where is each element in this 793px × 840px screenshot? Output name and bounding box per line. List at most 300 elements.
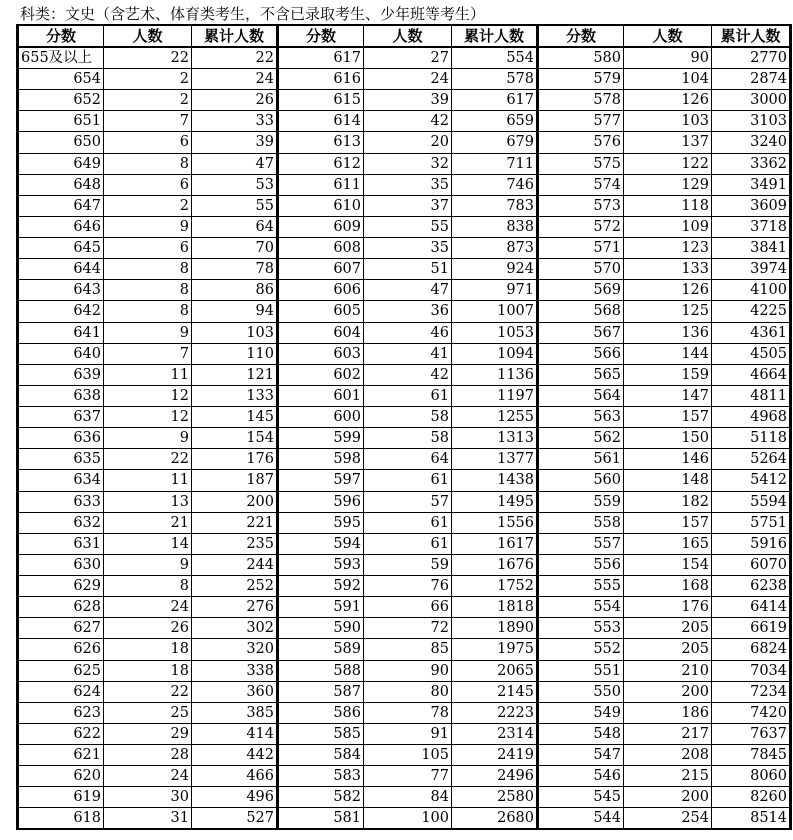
column-header-score: 分数 (538, 25, 624, 47)
cumulative-cell: 64 (192, 216, 278, 237)
count-cell: 7 (104, 111, 192, 132)
cumulative-cell: 33 (192, 111, 278, 132)
score-cell: 590 (278, 618, 364, 639)
score-cell: 598 (278, 449, 364, 470)
count-cell: 72 (364, 618, 452, 639)
score-cell: 567 (538, 322, 624, 343)
table-row (18, 554, 791, 575)
table-row (18, 132, 791, 153)
cumulative-cell: 1890 (452, 618, 538, 639)
count-cell: 90 (624, 47, 712, 69)
cumulative-cell: 154 (192, 428, 278, 449)
cumulative-cell: 1136 (452, 364, 538, 385)
cumulative-cell: 276 (192, 597, 278, 618)
count-cell: 35 (364, 174, 452, 195)
table-row (18, 69, 791, 90)
count-cell: 39 (364, 90, 452, 111)
score-distribution-table (16, 24, 792, 830)
cumulative-cell: 1197 (452, 385, 538, 406)
count-cell: 47 (364, 280, 452, 301)
count-cell: 80 (364, 681, 452, 702)
score-cell: 609 (278, 216, 364, 237)
cumulative-cell: 3718 (712, 216, 791, 237)
score-cell: 647 (18, 195, 104, 216)
table-row (18, 238, 791, 259)
cumulative-cell: 3240 (712, 132, 791, 153)
count-cell: 24 (364, 69, 452, 90)
score-cell: 636 (18, 428, 104, 449)
count-cell: 37 (364, 195, 452, 216)
score-cell: 611 (278, 174, 364, 195)
cumulative-cell: 302 (192, 618, 278, 639)
count-cell: 61 (364, 470, 452, 491)
cumulative-cell: 103 (192, 322, 278, 343)
cumulative-cell: 466 (192, 766, 278, 787)
score-cell: 555 (538, 576, 624, 597)
cumulative-cell: 145 (192, 407, 278, 428)
cumulative-cell: 838 (452, 216, 538, 237)
count-cell: 2 (104, 195, 192, 216)
count-cell: 12 (104, 385, 192, 406)
table-caption: 科类：文史（含艺术、体育类考生，不含已录取考生、少年班等考生） (20, 5, 486, 23)
cumulative-cell: 554 (452, 47, 538, 69)
score-cell: 631 (18, 533, 104, 554)
count-cell: 8 (104, 280, 192, 301)
count-cell: 25 (104, 702, 192, 723)
cumulative-cell: 176 (192, 449, 278, 470)
table-row (18, 90, 791, 111)
cumulative-cell: 2680 (452, 808, 538, 830)
score-cell: 632 (18, 512, 104, 533)
score-cell: 642 (18, 301, 104, 322)
cumulative-cell: 1438 (452, 470, 538, 491)
cumulative-cell: 873 (452, 238, 538, 259)
cumulative-cell: 2314 (452, 723, 538, 744)
count-cell: 57 (364, 491, 452, 512)
cumulative-cell: 679 (452, 132, 538, 153)
score-cell: 579 (538, 69, 624, 90)
count-cell: 18 (104, 639, 192, 660)
table-row (18, 449, 791, 470)
cumulative-cell: 55 (192, 195, 278, 216)
count-cell: 208 (624, 745, 712, 766)
cumulative-cell: 110 (192, 343, 278, 364)
cumulative-cell: 78 (192, 259, 278, 280)
column-header-count: 人数 (104, 25, 192, 47)
count-cell: 136 (624, 322, 712, 343)
score-cell: 623 (18, 702, 104, 723)
count-cell: 144 (624, 343, 712, 364)
count-cell: 20 (364, 132, 452, 153)
cumulative-cell: 7845 (712, 745, 791, 766)
score-cell: 617 (278, 47, 364, 69)
count-cell: 24 (104, 766, 192, 787)
cumulative-cell: 221 (192, 512, 278, 533)
score-cell: 556 (538, 554, 624, 575)
score-cell: 548 (538, 723, 624, 744)
table-row (18, 216, 791, 237)
table-row (18, 681, 791, 702)
count-cell: 217 (624, 723, 712, 744)
cumulative-cell: 578 (452, 69, 538, 90)
column-header-count: 人数 (364, 25, 452, 47)
score-cell: 602 (278, 364, 364, 385)
score-cell: 582 (278, 787, 364, 808)
score-cell: 646 (18, 216, 104, 237)
score-cell: 650 (18, 132, 104, 153)
cumulative-cell: 8260 (712, 787, 791, 808)
count-cell: 61 (364, 385, 452, 406)
count-cell: 31 (104, 808, 192, 830)
count-cell: 12 (104, 407, 192, 428)
count-cell: 6 (104, 132, 192, 153)
score-cell: 561 (538, 449, 624, 470)
score-cell: 608 (278, 238, 364, 259)
cumulative-cell: 53 (192, 174, 278, 195)
score-cell: 563 (538, 407, 624, 428)
table-row (18, 787, 791, 808)
score-cell: 574 (538, 174, 624, 195)
cumulative-cell: 252 (192, 576, 278, 597)
count-cell: 46 (364, 322, 452, 343)
count-cell: 159 (624, 364, 712, 385)
score-cell: 629 (18, 576, 104, 597)
cumulative-cell: 5118 (712, 428, 791, 449)
score-cell: 586 (278, 702, 364, 723)
cumulative-cell: 1818 (452, 597, 538, 618)
score-cell: 606 (278, 280, 364, 301)
score-cell: 599 (278, 428, 364, 449)
count-cell: 30 (104, 787, 192, 808)
count-cell: 210 (624, 660, 712, 681)
cumulative-cell: 94 (192, 301, 278, 322)
cumulative-cell: 1094 (452, 343, 538, 364)
cumulative-cell: 5594 (712, 491, 791, 512)
count-cell: 27 (364, 47, 452, 69)
score-cell: 597 (278, 470, 364, 491)
cumulative-cell: 2496 (452, 766, 538, 787)
count-cell: 103 (624, 111, 712, 132)
count-cell: 205 (624, 639, 712, 660)
cumulative-cell: 86 (192, 280, 278, 301)
score-cell: 564 (538, 385, 624, 406)
score-cell: 594 (278, 533, 364, 554)
score-cell: 621 (18, 745, 104, 766)
table-row (18, 259, 791, 280)
score-cell: 558 (538, 512, 624, 533)
count-cell: 100 (364, 808, 452, 830)
score-cell: 635 (18, 449, 104, 470)
cumulative-cell: 4505 (712, 343, 791, 364)
score-cell: 596 (278, 491, 364, 512)
count-cell: 2 (104, 69, 192, 90)
count-cell: 90 (364, 660, 452, 681)
score-cell: 620 (18, 766, 104, 787)
count-cell: 18 (104, 660, 192, 681)
cumulative-cell: 6619 (712, 618, 791, 639)
cumulative-cell: 2770 (712, 47, 791, 69)
column-header-cumulative: 累计人数 (452, 25, 538, 47)
cumulative-cell: 7234 (712, 681, 791, 702)
table-row (18, 174, 791, 195)
score-cell: 562 (538, 428, 624, 449)
score-cell: 576 (538, 132, 624, 153)
count-cell: 28 (104, 745, 192, 766)
score-cell: 603 (278, 343, 364, 364)
count-cell: 126 (624, 90, 712, 111)
count-cell: 8 (104, 259, 192, 280)
score-cell: 559 (538, 491, 624, 512)
cumulative-cell: 1255 (452, 407, 538, 428)
count-cell: 66 (364, 597, 452, 618)
cumulative-cell: 1313 (452, 428, 538, 449)
score-cell: 628 (18, 597, 104, 618)
table-row (18, 618, 791, 639)
score-cell: 595 (278, 512, 364, 533)
header-row (18, 25, 791, 47)
table-row (18, 195, 791, 216)
score-cell: 573 (538, 195, 624, 216)
score-cell: 557 (538, 533, 624, 554)
table-row (18, 322, 791, 343)
count-cell: 77 (364, 766, 452, 787)
table-row (18, 766, 791, 787)
score-cell: 566 (538, 343, 624, 364)
score-cell: 553 (538, 618, 624, 639)
cumulative-cell: 783 (452, 195, 538, 216)
score-cell: 625 (18, 660, 104, 681)
score-cell: 547 (538, 745, 624, 766)
cumulative-cell: 659 (452, 111, 538, 132)
count-cell: 42 (364, 111, 452, 132)
score-cell: 588 (278, 660, 364, 681)
count-cell: 200 (624, 787, 712, 808)
count-cell: 146 (624, 449, 712, 470)
count-cell: 126 (624, 280, 712, 301)
score-cell: 638 (18, 385, 104, 406)
cumulative-cell: 4968 (712, 407, 791, 428)
score-cell: 613 (278, 132, 364, 153)
cumulative-cell: 2065 (452, 660, 538, 681)
cumulative-cell: 3491 (712, 174, 791, 195)
score-cell: 654 (18, 69, 104, 90)
cumulative-cell: 2223 (452, 702, 538, 723)
cumulative-cell: 24 (192, 69, 278, 90)
count-cell: 91 (364, 723, 452, 744)
column-header-cumulative: 累计人数 (192, 25, 278, 47)
column-header-count: 人数 (624, 25, 712, 47)
score-cell: 549 (538, 702, 624, 723)
table-row (18, 428, 791, 449)
table-row (18, 111, 791, 132)
score-cell: 572 (538, 216, 624, 237)
score-cell: 568 (538, 301, 624, 322)
column-header-score: 分数 (18, 25, 104, 47)
cumulative-cell: 7420 (712, 702, 791, 723)
cumulative-cell: 4664 (712, 364, 791, 385)
cumulative-cell: 1377 (452, 449, 538, 470)
cumulative-cell: 7034 (712, 660, 791, 681)
cumulative-cell: 527 (192, 808, 278, 830)
cumulative-cell: 3841 (712, 238, 791, 259)
score-cell: 607 (278, 259, 364, 280)
count-cell: 59 (364, 554, 452, 575)
score-cell: 545 (538, 787, 624, 808)
cumulative-cell: 6070 (712, 554, 791, 575)
cumulative-cell: 70 (192, 238, 278, 259)
count-cell: 122 (624, 153, 712, 174)
cumulative-cell: 4225 (712, 301, 791, 322)
cumulative-cell: 3362 (712, 153, 791, 174)
cumulative-cell: 187 (192, 470, 278, 491)
cumulative-cell: 3103 (712, 111, 791, 132)
cumulative-cell: 1007 (452, 301, 538, 322)
count-cell: 22 (104, 449, 192, 470)
score-cell: 580 (538, 47, 624, 69)
cumulative-cell: 1556 (452, 512, 538, 533)
cumulative-cell: 4811 (712, 385, 791, 406)
score-cell: 637 (18, 407, 104, 428)
score-cell: 550 (538, 681, 624, 702)
cumulative-cell: 2874 (712, 69, 791, 90)
count-cell: 165 (624, 533, 712, 554)
cumulative-cell: 746 (452, 174, 538, 195)
score-cell: 641 (18, 322, 104, 343)
score-cell: 578 (538, 90, 624, 111)
count-cell: 109 (624, 216, 712, 237)
score-cell: 585 (278, 723, 364, 744)
table-row (18, 491, 791, 512)
score-cell: 591 (278, 597, 364, 618)
score-cell: 569 (538, 280, 624, 301)
score-cell: 655及以上 (18, 47, 104, 69)
count-cell: 104 (624, 69, 712, 90)
column-header-cumulative: 累计人数 (712, 25, 791, 47)
cumulative-cell: 133 (192, 385, 278, 406)
score-cell: 546 (538, 766, 624, 787)
cumulative-cell: 3974 (712, 259, 791, 280)
table-row (18, 343, 791, 364)
count-cell: 148 (624, 470, 712, 491)
count-cell: 29 (104, 723, 192, 744)
cumulative-cell: 442 (192, 745, 278, 766)
table-row (18, 576, 791, 597)
count-cell: 21 (104, 512, 192, 533)
count-cell: 8 (104, 301, 192, 322)
score-cell: 634 (18, 470, 104, 491)
score-cell: 612 (278, 153, 364, 174)
cumulative-cell: 6824 (712, 639, 791, 660)
table-row (18, 47, 791, 69)
table-row (18, 660, 791, 681)
cumulative-cell: 6414 (712, 597, 791, 618)
count-cell: 157 (624, 407, 712, 428)
table-row (18, 723, 791, 744)
score-cell: 633 (18, 491, 104, 512)
count-cell: 14 (104, 533, 192, 554)
cumulative-cell: 5916 (712, 533, 791, 554)
count-cell: 9 (104, 428, 192, 449)
cumulative-cell: 26 (192, 90, 278, 111)
score-cell: 627 (18, 618, 104, 639)
cumulative-cell: 22 (192, 47, 278, 69)
cumulative-cell: 1975 (452, 639, 538, 660)
count-cell: 118 (624, 195, 712, 216)
score-cell: 630 (18, 554, 104, 575)
score-cell: 616 (278, 69, 364, 90)
count-cell: 9 (104, 554, 192, 575)
count-cell: 168 (624, 576, 712, 597)
cumulative-cell: 617 (452, 90, 538, 111)
count-cell: 123 (624, 238, 712, 259)
table-row (18, 639, 791, 660)
cumulative-cell: 6238 (712, 576, 791, 597)
count-cell: 6 (104, 174, 192, 195)
count-cell: 157 (624, 512, 712, 533)
count-cell: 78 (364, 702, 452, 723)
score-cell: 619 (18, 787, 104, 808)
cumulative-cell: 414 (192, 723, 278, 744)
count-cell: 32 (364, 153, 452, 174)
cumulative-cell: 924 (452, 259, 538, 280)
count-cell: 41 (364, 343, 452, 364)
score-cell: 544 (538, 808, 624, 830)
count-cell: 55 (364, 216, 452, 237)
table-row (18, 301, 791, 322)
table-row (18, 702, 791, 723)
count-cell: 42 (364, 364, 452, 385)
score-cell: 605 (278, 301, 364, 322)
score-cell: 614 (278, 111, 364, 132)
count-cell: 150 (624, 428, 712, 449)
cumulative-cell: 320 (192, 639, 278, 660)
cumulative-cell: 235 (192, 533, 278, 554)
count-cell: 84 (364, 787, 452, 808)
count-cell: 85 (364, 639, 452, 660)
cumulative-cell: 47 (192, 153, 278, 174)
count-cell: 64 (364, 449, 452, 470)
score-cell: 639 (18, 364, 104, 385)
table-row (18, 153, 791, 174)
table-row (18, 364, 791, 385)
table-body (18, 47, 791, 829)
count-cell: 35 (364, 238, 452, 259)
score-cell: 581 (278, 808, 364, 830)
score-cell: 643 (18, 280, 104, 301)
count-cell: 8 (104, 576, 192, 597)
cumulative-cell: 971 (452, 280, 538, 301)
count-cell: 215 (624, 766, 712, 787)
cumulative-cell: 1617 (452, 533, 538, 554)
count-cell: 22 (104, 47, 192, 69)
score-cell: 652 (18, 90, 104, 111)
table-row (18, 533, 791, 554)
score-cell: 626 (18, 639, 104, 660)
count-cell: 61 (364, 533, 452, 554)
score-cell: 587 (278, 681, 364, 702)
count-cell: 200 (624, 681, 712, 702)
score-cell: 622 (18, 723, 104, 744)
cumulative-cell: 200 (192, 491, 278, 512)
count-cell: 6 (104, 238, 192, 259)
cumulative-cell: 4100 (712, 280, 791, 301)
score-cell: 645 (18, 238, 104, 259)
table-row (18, 280, 791, 301)
cumulative-cell: 1752 (452, 576, 538, 597)
cumulative-cell: 7637 (712, 723, 791, 744)
table-row (18, 745, 791, 766)
score-cell: 593 (278, 554, 364, 575)
